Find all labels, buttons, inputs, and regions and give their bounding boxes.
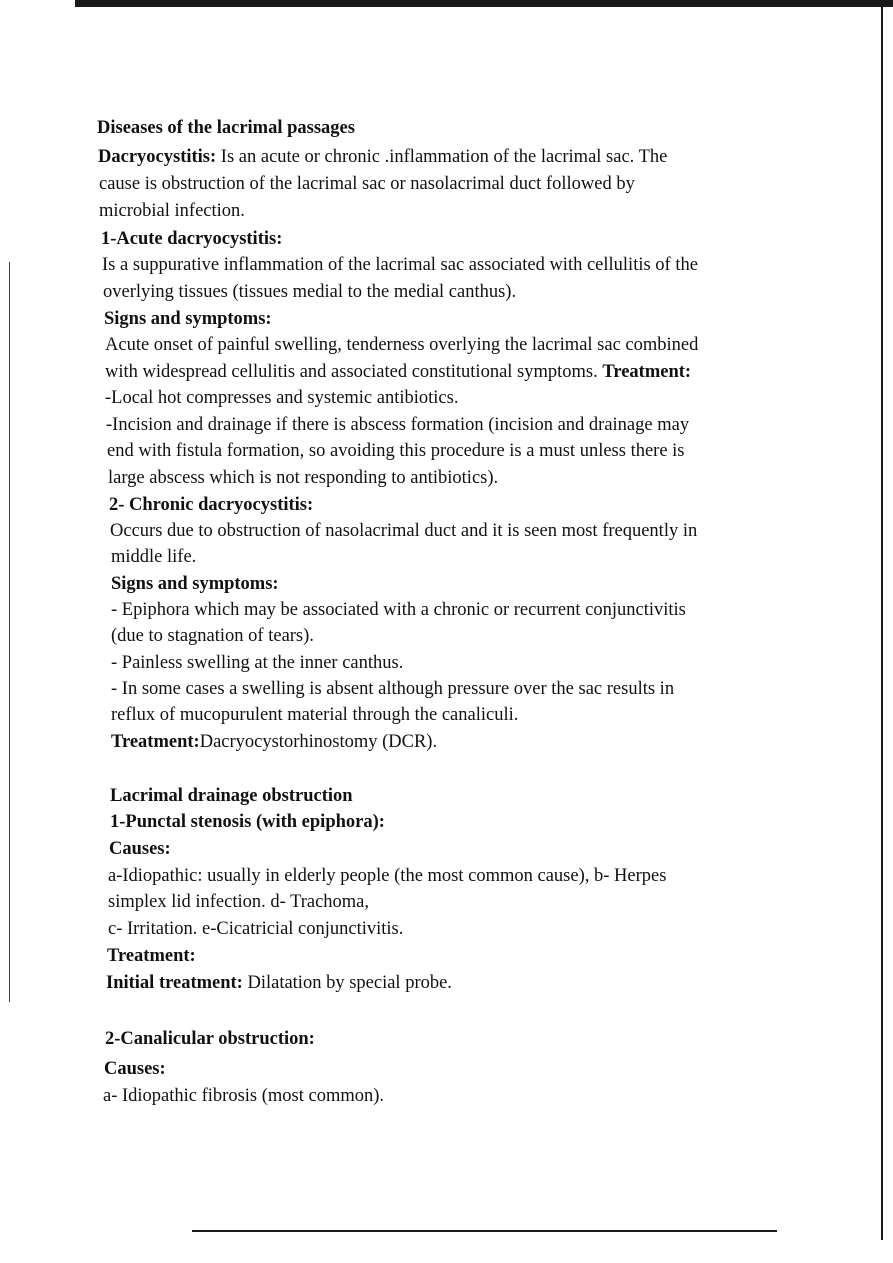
subheading: 1-Acute dacryocystitis: [101, 229, 283, 249]
subheading: Treatment: [107, 946, 196, 966]
scan-border-right [881, 0, 883, 1240]
paragraph-line: Acute onset of painful swelling, tenderness overlying the lacrimal sac combined [105, 335, 699, 355]
list-item: - In some cases a swelling is absent although pressure over the sac results in [111, 679, 675, 699]
paragraph-line: large abscess which is not responding to antibiotics). [108, 468, 499, 488]
subheading: 1-Punctal stenosis (with epiphora): [110, 812, 385, 832]
treatment-text: Dilatation by special probe. [242, 973, 452, 993]
section-heading: Diseases of the lacrimal passages [97, 118, 355, 138]
subheading: Signs and symptoms: [104, 309, 272, 329]
paragraph-line: Is a suppurative inflammation of the lacrimal sac associated with cellulitis of the [102, 255, 698, 275]
list-item: - Epiphora which may be associated with a chronic or recurrent conjunctivitis [111, 600, 686, 620]
scan-border-bottom [192, 1230, 777, 1232]
paragraph-line: simplex lid infection. d- Trachoma, [108, 892, 370, 912]
paragraph-line: Occurs due to obstruction of nasolacrimal duct and it is seen most frequently in [110, 521, 698, 541]
list-item: -Local hot compresses and systemic antibiotics. [105, 388, 459, 408]
list-item: - Painless swelling at the inner canthus. [111, 653, 404, 673]
paragraph-line: (due to stagnation of tears). [111, 626, 314, 646]
treatment-label: Treatment: [602, 362, 692, 382]
term-label: Dacryocystitis: [98, 147, 217, 167]
list-item: -Incision and drainage if there is abscess formation (incision and drainage may [106, 415, 690, 435]
paragraph-line: microbial infection. [99, 201, 245, 221]
paragraph-line: cause is obstruction of the lacrimal sac or nasolacrimal duct followed by [99, 174, 635, 194]
paragraph-line [106, 972, 452, 994]
paragraph-line: end with fistula formation, so avoiding this procedure is a must unless there is [107, 441, 685, 461]
subheading: Signs and symptoms: [111, 574, 279, 594]
paragraph-line [98, 146, 667, 168]
paragraph-line: reflux of mucopurulent material through the canaliculi. [111, 705, 519, 725]
treatment-text: Dacryocystorhinostomy (DCR). [199, 732, 438, 752]
term-definition: Is an acute or chronic .inflammation of the lacrimal sac. The [216, 147, 668, 167]
paragraph-line: middle life. [111, 547, 197, 567]
subheading: Causes: [104, 1059, 166, 1079]
paragraph-line [105, 361, 691, 383]
paragraph-line [111, 731, 437, 753]
paragraph-line: c- Irritation. e-Cicatricial conjunctivitis. [108, 919, 404, 939]
paragraph-line: overlying tissues (tissues medial to the medial canthus). [103, 282, 517, 302]
treatment-label: Initial treatment: [106, 973, 243, 993]
section-heading: Lacrimal drainage obstruction [110, 786, 353, 806]
list-item: a- Idiopathic fibrosis (most common). [103, 1086, 385, 1106]
text-run: with widespread cellulitis and associated constitutional symptoms. [105, 362, 603, 382]
treatment-label: Treatment: [111, 732, 200, 752]
paragraph-line: a-Idiopathic: usually in elderly people (the most common cause), b- Herpes [108, 866, 667, 886]
scan-border-top [75, 0, 893, 7]
subheading: Causes: [109, 839, 171, 859]
scan-border-left [9, 262, 10, 1002]
subheading: 2-Canalicular obstruction: [105, 1029, 315, 1049]
subheading: 2- Chronic dacryocystitis: [109, 495, 314, 515]
